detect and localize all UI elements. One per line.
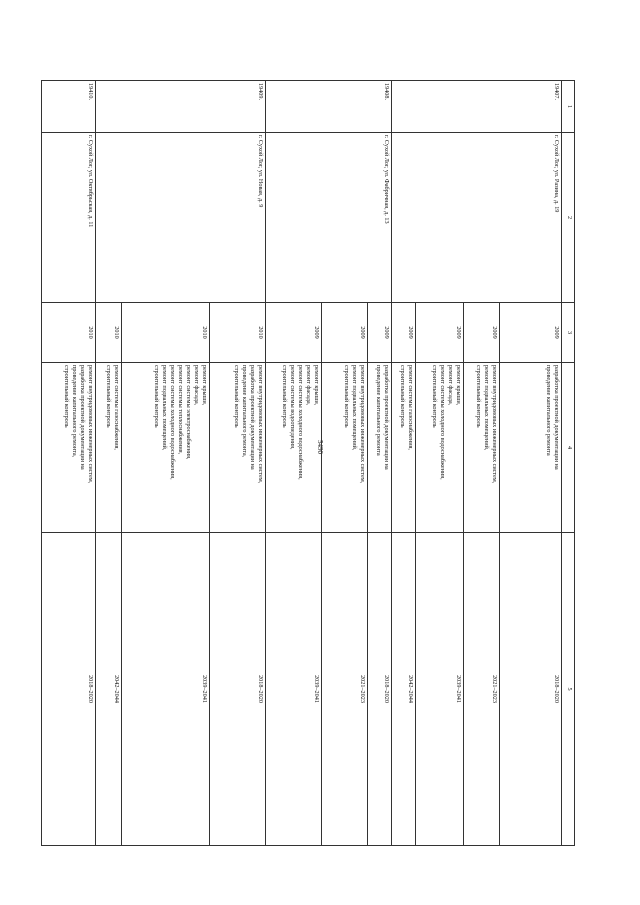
work-line: строительный контроль xyxy=(398,365,406,428)
work-line: ремонт крыши, xyxy=(313,365,320,406)
build-year: 2010 xyxy=(210,303,266,363)
record-address: г. Сухой Лог, ул. Фабричная, д. 13 xyxy=(266,133,392,303)
work-line: разработка проектной документации на xyxy=(248,365,256,470)
work-line: ремонт подвальных помещений, xyxy=(160,365,168,451)
work-line: ремонт подвальных помещений, xyxy=(350,365,358,451)
work-line: разработка проектной документации на xyxy=(553,365,560,470)
work-line: разработка проектной документации на xyxy=(383,365,390,470)
build-year: 2009 xyxy=(416,303,464,363)
work-line: строительный контроль xyxy=(62,365,70,428)
work-line: строительный контроль xyxy=(152,365,160,428)
work-line: ремонт системы водоотведения, xyxy=(288,365,296,450)
repair-schedule-table xyxy=(41,80,575,846)
work-period: 2018–2020 xyxy=(210,533,266,846)
work-line: ремонт крыши, xyxy=(201,365,208,406)
build-year: 2010 xyxy=(122,303,210,363)
work-line: ремонт фасада, xyxy=(192,365,200,406)
record-number: 19409. xyxy=(96,81,266,133)
work-line: ремонт крыши, xyxy=(455,365,462,406)
record-number: 19408. xyxy=(266,81,392,133)
rotated-table-frame xyxy=(62,80,575,845)
work-line: строительный контроль xyxy=(104,365,112,428)
build-year: 2010 xyxy=(96,303,122,363)
work-line: разработка проектной документации на xyxy=(78,365,86,470)
build-year: 2009 xyxy=(392,303,416,363)
work-line: ремонт системы электроснабжения, xyxy=(184,365,192,460)
work-description xyxy=(322,363,368,533)
build-year: 2009 xyxy=(322,303,368,363)
header-row xyxy=(562,81,575,846)
record-address: г. Сухой Лог, ул. Октябрьская, д. 11 xyxy=(42,133,96,303)
work-description xyxy=(210,363,266,533)
record-number: 19407. xyxy=(392,81,562,133)
work-description xyxy=(368,363,392,533)
work-period: 2039–2041 xyxy=(122,533,210,846)
record-address: г. Сухой Лог, ул. Новая, д. 9 xyxy=(96,133,266,303)
work-line: ремонт внутридомовых инженерных систем, xyxy=(359,365,366,484)
work-description xyxy=(96,363,122,533)
work-line: ремонт подвальных помещений, xyxy=(482,365,490,451)
header-cell-5: 5 xyxy=(562,533,575,846)
work-line: ремонт системы газоснабжения, xyxy=(113,365,120,450)
record-number: 19410. xyxy=(42,81,96,133)
work-period: 2039–2041 xyxy=(266,533,322,846)
work-line: строительный контроль xyxy=(474,365,482,428)
build-year: 2010 xyxy=(42,303,96,363)
work-line: ремонт системы холодного водоснабжения, xyxy=(168,365,176,480)
record-address: г. Сухой Лог, ул. Разина, д. 19 xyxy=(392,133,562,303)
work-line: проведение капитального ремонта, xyxy=(70,365,78,458)
work-period: 2021–2023 xyxy=(464,533,500,846)
work-line: ремонт фасада, xyxy=(304,365,312,406)
work-line: ремонт системы холодного водоснабжения, xyxy=(296,365,304,480)
table-row xyxy=(500,81,562,846)
header-cell-1: 1 xyxy=(562,81,575,133)
work-line: ремонт системы теплоснабжения, xyxy=(176,365,184,455)
work-description xyxy=(122,363,210,533)
build-year: 2009 xyxy=(464,303,500,363)
header-cell-2: 2 xyxy=(562,133,575,303)
work-line: ремонт внутридомовых инженерных систем, xyxy=(491,365,498,484)
header-cell-3: 3 xyxy=(562,303,575,363)
work-description xyxy=(392,363,416,533)
work-line: ремонт системы холодного водоснабжения, xyxy=(438,365,446,480)
work-description xyxy=(42,363,96,533)
work-period: 2018–2020 xyxy=(368,533,392,846)
work-description xyxy=(464,363,500,533)
table-row xyxy=(42,81,96,846)
work-line: ремонт фасада, xyxy=(446,365,454,406)
work-line: строительный контроль xyxy=(232,365,240,428)
work-line: проведение капитального ремонта xyxy=(374,365,382,456)
work-line: ремонт внутридомовых инженерных систем, xyxy=(257,365,264,484)
work-line: ремонт внутридомовых инженерных систем, xyxy=(87,365,94,484)
header-cell-4: 4 xyxy=(562,363,575,533)
work-line: строительный контроль xyxy=(280,365,288,428)
page-number-text: 5490 xyxy=(316,440,324,454)
work-line: строительный контроль xyxy=(430,365,438,428)
build-year: 2009 xyxy=(500,303,562,363)
work-description xyxy=(266,363,322,533)
build-year: 2009 xyxy=(266,303,322,363)
work-period: 2042–2044 xyxy=(96,533,122,846)
work-period: 2018–2020 xyxy=(500,533,562,846)
work-period: 2042–2044 xyxy=(392,533,416,846)
work-period: 2039–2041 xyxy=(416,533,464,846)
work-line: проведение капитального ремонта xyxy=(544,365,552,456)
work-description xyxy=(500,363,562,533)
work-line: ремонт системы газоснабжения, xyxy=(407,365,414,450)
work-line: строительный контроль xyxy=(342,365,350,428)
work-period: 2021–2023 xyxy=(322,533,368,846)
build-year: 2009 xyxy=(368,303,392,363)
table-row xyxy=(210,81,266,846)
work-line: проведение капитального ремонта, xyxy=(240,365,248,458)
table-row xyxy=(368,81,392,846)
work-period: 2018–2020 xyxy=(42,533,96,846)
work-description xyxy=(416,363,464,533)
